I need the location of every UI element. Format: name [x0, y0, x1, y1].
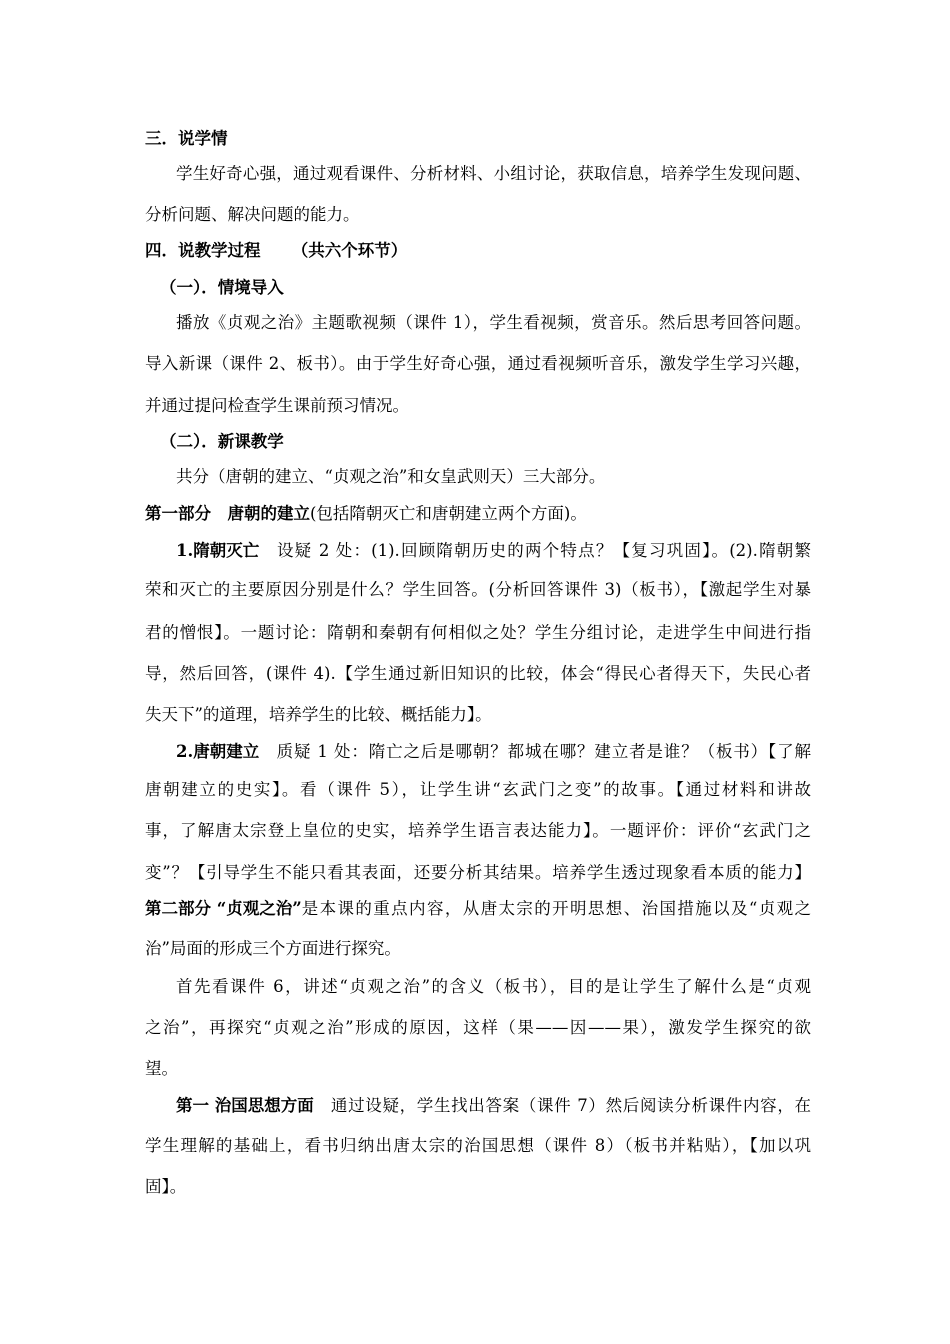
paragraph-line: 共分（唐朝的建立、“贞观之治”和女皇武则天）三大部分。 — [176, 467, 606, 486]
section-4-heading — [145, 240, 407, 262]
paragraph-line: 固】。 — [145, 1177, 187, 1196]
paragraph-line: 1.隋朝灭亡 设疑 2 处：(1).回顾隋朝历史的两个特点？【复习巩固】。(2).隋朝繁 — [176, 541, 811, 560]
section-4-title: 四．说教学过程 — [145, 241, 261, 260]
subsection-1-heading: （一）．情境导入 — [160, 278, 284, 297]
paragraph-line: 学生理解的基础上，看书归纳出唐太宗的治国思想（课件 8）（板书并粘贴），【加以巩 — [145, 1136, 811, 1155]
paragraph-line: 变”？【引导学生不能只看其表面，还要分析其结果。培养学生透过现象看本质的能力】 — [145, 863, 811, 882]
paragraph-line: 播放《贞观之治》主题歌视频（课件 1），学生看视频，赏音乐。然后思考回答问题。 — [176, 313, 811, 332]
paragraph-line: 治”局面的形成三个方面进行探究。 — [145, 939, 401, 958]
part-2-title: 第二部分 “贞观之治” — [145, 899, 302, 918]
paragraph-line: 2.唐朝建立 质疑 1 处：隋亡之后是哪朝？都城在哪？建立者是谁？（板书）【了解 — [176, 742, 811, 761]
section-3-heading: 三．说学情 — [145, 129, 228, 148]
paragraph-line: 导入新课（课件 2、板书）。由于学生好奇心强，通过看视频听音乐，激发学生学习兴趣， — [145, 354, 811, 373]
paragraph-line: 荣和灭亡的主要原因分别是什么？学生回答。(分析回答课件 3)（板书），【激起学生对暴 — [145, 580, 811, 599]
item-2-title: 2.唐朝建立 — [176, 742, 260, 761]
paragraph-line: 事，了解唐太宗登上皇位的史实，培养学生语言表达能力】。一题评价：评价“玄武门之 — [145, 821, 811, 840]
part-2-heading: 第二部分 “贞观之治” 是本课的重点内容，从唐太宗的开明思想、治国措施以及“贞观之 — [145, 899, 811, 918]
subsection-2-heading: （二）．新课教学 — [160, 432, 284, 451]
paragraph-line: 失天下”的道理，培养学生的比较、概括能力】。 — [145, 705, 492, 724]
part-1-title: 第一部分 唐朝的建立 — [145, 504, 310, 523]
section-4-note: （共六个环节） — [291, 241, 408, 260]
paragraph-line: 唐朝建立的史实】。看（课件 5），让学生讲“玄武门之变”的故事。【通过材料和讲故 — [145, 780, 811, 799]
first-aspect-title: 第一 治国思想方面 — [176, 1096, 314, 1115]
paragraph-line: 望。 — [145, 1059, 178, 1078]
part-1-heading — [145, 503, 587, 525]
paragraph-line: 分析问题、解决问题的能力。 — [145, 205, 360, 224]
paragraph-line: 导，然后回答，(课件 4).【学生通过新旧知识的比较，体会“得民心者得天下，失民心者 — [145, 664, 811, 683]
paragraph-line: 学生好奇心强，通过观看课件、分析材料、小组讨论，获取信息，培养学生发现问题、 — [176, 164, 811, 183]
paragraph-line: 首先看课件 6，讲述“贞观之治”的含义（板书），目的是让学生了解什么是“贞观 — [176, 977, 811, 996]
paragraph-line: 之治”，再探究“贞观之治”形成的原因，这样（果——因——果），激发学生探究的欲 — [145, 1018, 811, 1037]
paragraph-line: 并通过提问检查学生课前预习情况。 — [145, 396, 409, 415]
paragraph-line: 第一 治国思想方面 通过设疑，学生找出答案（课件 7）然后阅读分析课件内容，在 — [176, 1096, 811, 1115]
paragraph-line: 君的憎恨】。一题讨论：隋朝和秦朝有何相似之处？学生分组讨论，走进学生中间进行指 — [145, 623, 811, 642]
part-1-note: (包括隋朝灭亡和唐朝建立两个方面)。 — [310, 504, 587, 523]
item-1-title: 1.隋朝灭亡 — [176, 541, 260, 560]
